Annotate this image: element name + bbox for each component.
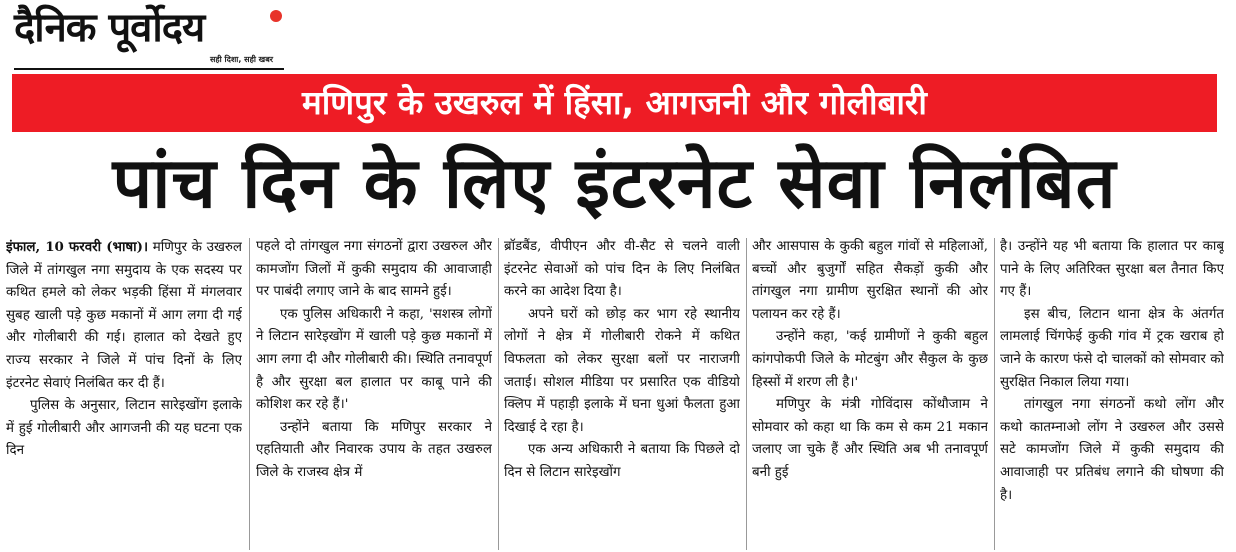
article-column-5 xyxy=(1000,236,1224,550)
masthead-rule xyxy=(14,68,284,70)
paragraph: पुलिस के अनुसार, लिटान सारेइखोंग इलाके में हुई गोलीबारी और आगजनी की यह घटना एक दिन xyxy=(6,398,242,459)
article-column-2 xyxy=(256,236,492,550)
paragraph: अपने घरों को छोड़ कर भाग रहे स्थानीय लोगों ने क्षेत्र में गोलीबारी रोकने में कथित विफलता को लेकर सुरक्षा बलों पर नाराजगी जताई। सोशल मीडिया पर प्रसारित एक वीडियो क्लिप में पहाड़ी इलाके में घना धुआं फैलता हुआ दिखाई दे रहा है। xyxy=(504,306,740,435)
paragraph: मणिपुर के उखरुल जिले में तांगखुल नगा समुदाय के एक सदस्य पर कथित हमले को लेकर भड़की हिंसा में मंगलवार सुबह खाली पड़े कुछ मकानों में आग लगा दी गई और गोलीबारी की गई। हालात को देखते हुए राज्य सरकार ने जिले में पांच दिनों के लिए इंटरनेट सेवाएं निलंबित कर दी हैं। xyxy=(6,240,242,391)
paragraph: एक अन्य अधिकारी ने बताया कि पिछले दो दिन से लिटान सारेइखोंग xyxy=(504,442,740,480)
column-divider xyxy=(746,238,747,550)
paragraph: एक पुलिस अधिकारी ने कहा, 'सशस्त्र लोगों ने लिटान सारेइखोंग में खाली पड़े कुछ मकानों में आग लगा दी और गोलीबारी की। स्थिति तनावपूर्ण है और सुरक्षा बल हालात पर काबू पाने की कोशिश कर रहे हैं।' xyxy=(256,306,492,413)
dateline: इंफाल, 10 फरवरी (भाषा)। xyxy=(6,239,149,255)
paragraph: इस बीच, लिटान थाना क्षेत्र के अंतर्गत लामलाई चिंगफेई कुकी गांव में ट्रक खराब हो जाने के कारण फंसे दो चालकों को सोमवार को सुरक्षित निकाल लिया गया। xyxy=(1000,306,1224,390)
column-divider xyxy=(249,238,250,550)
paragraph: और आसपास के कुकी बहुल गांवों से महिलाओं, बच्चों और बुजुर्गों सहित सैकड़ों कुकी और तांगखुल नगा ग्रामीण सुरक्षित स्थानों की ओर पलायन कर रहे हैं। xyxy=(752,239,988,322)
headline: पांच दिन के लिए इंटरनेट सेवा निलंबित xyxy=(112,142,1117,224)
article-body xyxy=(6,236,1230,550)
paragraph: पहले दो तांगखुल नगा संगठनों द्वारा उखरुल और कामजोंग जिलों में कुकी समुदाय की आवाजाही पर पाबंदी लगाए जाने के बाद सामने हुई। xyxy=(256,239,492,300)
article-column-1 xyxy=(6,236,242,550)
paragraph: उन्होंने कहा, 'कई ग्रामीणों ने कुकी बहुल कांगपोकपी जिले के मोटबुंग और सैकुल के कुछ हिस्सों में शरण ली है।' xyxy=(752,329,988,390)
column-divider xyxy=(498,238,499,550)
newspaper-logo: दैनिक पूर्वोदय xyxy=(14,5,205,51)
masthead xyxy=(14,4,304,72)
subheadline-banner xyxy=(12,74,1217,132)
article-column-4 xyxy=(752,236,988,550)
subheadline: मणिपुर के उखरुल में हिंसा, आगजनी और गोलीबारी xyxy=(302,83,927,122)
article-column-3 xyxy=(504,236,740,550)
masthead-tagline: सही दिशा, सही खबर xyxy=(210,55,274,64)
paragraph: ब्रॉडबैंड, वीपीएन और वी-सैट से चलने वाली इंटरनेट सेवाओं को पांच दिन के लिए निलंबित करने का आदेश दिया है। xyxy=(504,239,740,300)
logo-dot-icon xyxy=(270,10,282,22)
paragraph: मणिपुर के मंत्री गोविंदास कोंथौजाम ने सोमवार को कहा था कि कम से कम 21 मकान जलाए जा चुके हैं और स्थिति अब भी तनावपूर्ण बनी हुई xyxy=(752,397,988,480)
column-divider xyxy=(994,238,995,550)
paragraph: तांगखुल नगा संगठनों कथो लोंग और कथो कातम्नाओ लोंग ने उखरुल और उससे सटे कामजोंग जिले में कुकी समुदाय की आवाजाही पर प्रतिबंध लगाने की घोषणा की है। xyxy=(1000,397,1224,503)
paragraph: है। उन्होंने यह भी बताया कि हालात पर काबू पाने के लिए अतिरिक्त सुरक्षा बल तैनात किए गए हैं। xyxy=(1000,239,1224,300)
paragraph: उन्होंने बताया कि मणिपुर सरकार ने एहतियाती और निवारक उपाय के तहत उखरुल जिले के राजस्व क्षेत्र में xyxy=(256,419,492,480)
